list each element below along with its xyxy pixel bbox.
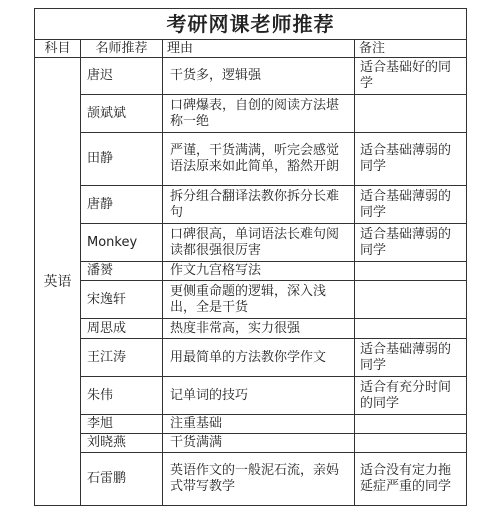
teacher-reason: 干货满满 bbox=[163, 434, 355, 453]
table-row bbox=[35, 186, 467, 224]
teacher-note: 适合基础薄弱的同学 bbox=[355, 186, 467, 224]
teacher-name: 刘晓燕 bbox=[81, 434, 163, 453]
table-row bbox=[35, 262, 467, 281]
header-row bbox=[35, 40, 467, 58]
teacher-reason: 作文九宫格写法 bbox=[163, 262, 355, 281]
teacher-note: 适合基础好的同学 bbox=[355, 58, 467, 95]
header-note: 备注 bbox=[355, 40, 467, 58]
table-row bbox=[35, 339, 467, 377]
teacher-note bbox=[355, 281, 467, 319]
teacher-reason: 拆分组合翻译法教你拆分长难句 bbox=[163, 186, 355, 224]
teacher-name: 潘赟 bbox=[81, 262, 163, 281]
teacher-note bbox=[355, 415, 467, 434]
table-row bbox=[35, 95, 467, 133]
table-title: 考研网课老师推荐 bbox=[35, 9, 467, 40]
teacher-name: 周思成 bbox=[81, 319, 163, 339]
teacher-note bbox=[355, 434, 467, 453]
header-reason: 理由 bbox=[163, 40, 355, 58]
teacher-note: 适合基础薄弱的同学 bbox=[355, 224, 467, 262]
table-row bbox=[35, 133, 467, 186]
teacher-name: 王江涛 bbox=[81, 339, 163, 377]
teacher-name: 李旭 bbox=[81, 415, 163, 434]
table-row bbox=[35, 224, 467, 262]
teacher-name: 田静 bbox=[81, 133, 163, 186]
table-row bbox=[35, 377, 467, 415]
recommendation-sheet bbox=[34, 8, 466, 506]
table-row bbox=[35, 281, 467, 319]
header-name: 名师推荐 bbox=[81, 40, 163, 58]
teacher-name: 石雷鹏 bbox=[81, 453, 163, 506]
header-subject: 科目 bbox=[35, 40, 81, 58]
teacher-note bbox=[355, 95, 467, 133]
teacher-reason: 口碑很高，单词语法长难句阅读都很强很厉害 bbox=[163, 224, 355, 262]
teacher-reason: 口碑爆表，自创的阅读方法堪称一绝 bbox=[163, 95, 355, 133]
teacher-reason: 更侧重命题的逻辑，深入浅出，全是干货 bbox=[163, 281, 355, 319]
teacher-name: 朱伟 bbox=[81, 377, 163, 415]
teacher-reason: 英语作文的一般泥石流，亲妈式带写教学 bbox=[163, 453, 355, 506]
teacher-reason: 严谨，干货满满，听完会感觉语法原来如此简单，豁然开朗 bbox=[163, 133, 355, 186]
teacher-name: 颉斌斌 bbox=[81, 95, 163, 133]
teacher-reason: 干货多，逻辑强 bbox=[163, 58, 355, 95]
teacher-note: 适合没有定力拖延症严重的同学 bbox=[355, 453, 467, 506]
teacher-name: 唐迟 bbox=[81, 58, 163, 95]
subject-cell: 英语 bbox=[35, 58, 81, 506]
teacher-reason: 记单词的技巧 bbox=[163, 377, 355, 415]
teacher-note bbox=[355, 319, 467, 339]
teacher-note: 适合基础薄弱的同学 bbox=[355, 133, 467, 186]
teacher-name: Monkey bbox=[81, 224, 163, 262]
table-row bbox=[35, 453, 467, 506]
table-row bbox=[35, 58, 467, 95]
table-row bbox=[35, 434, 467, 453]
teacher-reason: 热度非常高，实力很强 bbox=[163, 319, 355, 339]
teacher-name: 唐静 bbox=[81, 186, 163, 224]
teacher-reason: 注重基础 bbox=[163, 415, 355, 434]
teacher-note bbox=[355, 262, 467, 281]
teacher-note: 适合基础薄弱的同学 bbox=[355, 339, 467, 377]
teacher-name: 宋逸轩 bbox=[81, 281, 163, 319]
teacher-note: 适合有充分时间的同学 bbox=[355, 377, 467, 415]
teacher-table bbox=[34, 8, 467, 506]
table-row bbox=[35, 415, 467, 434]
table-row bbox=[35, 319, 467, 339]
teacher-reason: 用最简单的方法教你学作文 bbox=[163, 339, 355, 377]
